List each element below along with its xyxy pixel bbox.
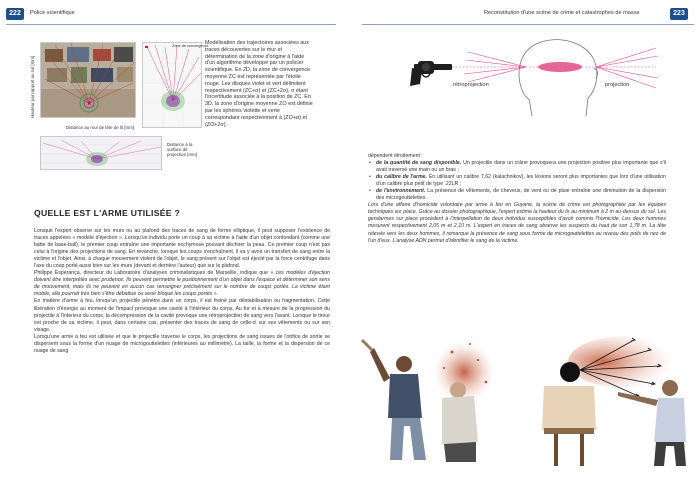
right-body-column (368, 153, 666, 245)
bullet-text: Un projectile dans un crâne provoquera une projection positive plus importante que s'il avait traversé une main ou un bras ; (376, 160, 666, 174)
shooter-figure (618, 380, 686, 466)
label-projection: projection (605, 82, 630, 88)
header-rule-right (362, 24, 694, 25)
bullet-lead: de l'environnement. (376, 188, 426, 195)
trajectory-3d-plot (142, 42, 202, 128)
bullet-calibre (368, 174, 666, 188)
bullet-blood-quantity (368, 160, 666, 174)
paragraph-exit-wound: Lorsqu'une arme à feu est utilisée et que le projectile traverse le corps, les projections de sang issues de l'orifice de sortie se dispersent sous la forme d'un nuage de microgouttelettes (inférieures au millimètre). La taille, la forme et la dispersion de ce nuage de sang (34, 333, 330, 354)
running-header-left: Police scientifique (30, 10, 75, 16)
bat-strike-illustration (360, 338, 494, 464)
revolver-icon (410, 61, 452, 86)
legend-item-1: Zone de convergence (172, 44, 209, 48)
paragraph-esperanca (34, 270, 330, 298)
quote-intro: Philippe Esperança, directeur du Laboratoire d'analyses criminalistiques de Marseille, indique que « (34, 270, 276, 277)
attacker-figure (362, 340, 426, 460)
gunshot-svg (514, 330, 690, 470)
z-axis-label: Distance à la surface de projection [mm] (167, 142, 198, 157)
left-body-column (34, 228, 330, 355)
figure-caption: Modélisation des trajectoires associées aux traces découvertes sur le mur et détermination de la zone d'origine à l'aide d'un algorithme développé par un policier scientifique. En 2D, la zone de convergence moyenne ZC est représentée par l'étoile rouge. Les disques violet et vert délimitent respectivement (ZC+σ) et (ZC+2σ), σ étant l'incertitude associée à la position de ZC. En 3D, la zone d'origine moyenne ZO est définie par les sphères violette et verte correspondant respectivement à (ZO+σ) et (ZO+2σ). (205, 40, 313, 128)
quote-text: ces modèles d'éjection doivent être interprétés avec prudence. Ils peuvent permettre le positionnement d'un objet dans l'espace et déterminer son sens de mouvement, mais ils ne peuvent en aucun cas renseigner précisément sur le nombre de coups portés. La victime étant mobile, elle pourrait très bien s'être débattue ou avoir bloqué les coups portés (34, 270, 330, 298)
paragraph-ejection: Lorsque l'expert observe sur les murs ou au plafond des traces de sang de forme elliptique, il peut supposer l'existence de traces appelées « modèle d'éjection ». Lorsqu'un individu porte un coup à sa victime à l'aide d'un objet contondant (comme une batte de base-ball), le premier coup entraîne une importante ecchymose pouvant déchirer la peau. Ce premier coup n'est pas celui à l'origine des projections de sang. En revanche, lorsque les coups s'enchaînent, il va y avoir un transfert de sang entre la victime et l'objet. Ainsi, à chaque mouvement violent de l'objet, le sang présent sur l'objet est éjecté par la force centrifuge dans l'axe du coup porté aussi bien sur les murs (devant et derrière l'auteur) que sur le plafond. (34, 228, 330, 270)
wall-photo-svg (41, 43, 136, 118)
projection-diagram-svg (398, 34, 660, 118)
case-study-text (368, 202, 666, 244)
bullet-lead: de la quantité de sang disponible. (376, 160, 462, 167)
header-rule-left (6, 24, 336, 25)
label-retroprojection: rétroprojection (453, 82, 489, 88)
projection-diagram (398, 34, 660, 118)
bullets-intro: dépendent étroitement : (368, 153, 423, 159)
projection-strip-svg (41, 137, 162, 170)
bullet-text: En utilisant un calibre 7,62 (kalachnikov), les lésions seront plus importantes que lors d'une utilisation d'un calibre plus petit de type .22LR ; (376, 174, 666, 188)
gunshot-illustration (514, 330, 690, 470)
wall-photo-figure (40, 42, 136, 118)
y-axis-label: Hauteur par rapport au sol [mm] (30, 55, 35, 118)
running-header-right: Reconstitution d'une scène de crime et catastrophes de masse (484, 10, 640, 16)
svg-text:★: ★ (86, 101, 92, 107)
page-number-left: 222 (6, 8, 24, 20)
x-axis-label: Distance au mur de tête de lit [mm] (66, 125, 135, 130)
section-title: QUELLE EST L'ARME UTILISÉE ? (34, 208, 181, 218)
quote-close: ». (212, 291, 219, 298)
page-number-right: 223 (670, 8, 688, 20)
paragraph-firearm: En matière d'arme à feu, lorsqu'un projectile pénètre dans un corps, il est freiné par déstabilisation ou fragmentation. Cette libération d'énergie au moment de l'impact provoque une cavité à l'intérieur du corps. Au fur et à mesure de la progression du projectile à l'intérieur du corps, la décompression de la cavité provoque une rétroprojection de sang vers l'avant. Lorsque le tireur est proche de sa victime, il peut, dans certains cas, présenter des traces de sang de celle-ci sur ses vêtements ou sur son visage. (34, 298, 330, 333)
bat-strike-svg (360, 338, 494, 464)
bullet-environment (368, 188, 666, 202)
bullet-text: La présence de vêtements, de cheveux, de vent ou de pluie entraîne une diminution de la dispersion des microgouttelettes. (376, 188, 667, 202)
head-outline (519, 40, 598, 116)
bullet-lead: du calibre de l'arme. (376, 174, 428, 181)
projection-strip-figure (40, 136, 162, 170)
trajectory-3d-svg (143, 43, 202, 128)
case-study-italic: Lors d'une affaire d'homicide volontaire par arme à feu en Guyane, la scène de crime est photographiée par les équipes techniques sur place. Grâce au dossier photographique, l'expert estime la hauteur du tir au minimum à 2 m au-dessus du sol. Les gendarmes sur place procèdent à l'interpellation de deux individus susceptibles d'avoir commis l'homicide. Les deux hommes mesurent respectivement 2,05 m et 2,10 m. L'expert en traces de sang observe les suspects du haut de son 1,78 m. La tête relevée vers les deux hommes, il remarque la présence de sang sous forme de microgouttelettes au niveau des poils de nez de l'un d'eux. L'analyse ADN permet d'identifier le sang de la victime. (368, 202, 666, 244)
